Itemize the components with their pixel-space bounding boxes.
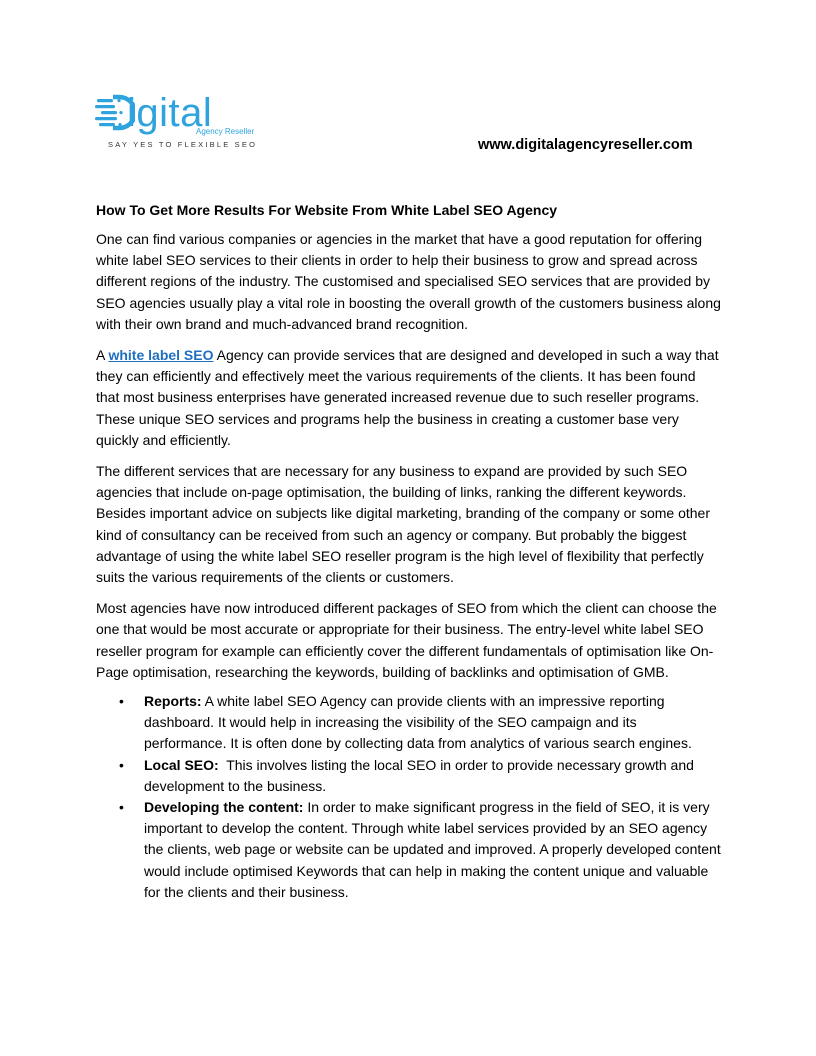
paragraph-2: [96, 345, 722, 451]
bullet-list: [96, 691, 722, 903]
paragraph-3: The different services that are necessary for any business to expand are provided by such SEO agencies that include on-page optimisation, the building of links, ranking the different keywords. Besides important advice on subjects like digital marketing, branding of the company or some other kind of consultancy can be received from such an agency or company. But probably the biggest advantage of using the white label SEO reseller program is the high level of flexibility that perfectly suits the various requirements of the clients or customers.: [96, 463, 710, 586]
list-item: [119, 797, 722, 903]
list-item: [119, 691, 722, 755]
list-item: [119, 755, 722, 797]
paragraph-2-prefix: A: [96, 347, 109, 364]
paragraph-4: Most agencies have now introduced different packages of SEO from which the client can choose the one that would be most accurate or appropriate for their business. The entry-level white label SEO reseller program for example can efficiently cover the different fundamentals of optimisation like On-Page optimisation, researching the keywords, building of backlinks and optimisation of GMB.: [96, 600, 717, 680]
white-label-seo-link[interactable]: white label SEO: [108, 347, 214, 364]
logo-wordmark: igital: [127, 91, 213, 135]
paragraph-1: One can find various companies or agencies in the market that have a good reputation for offering white label SEO services to their clients in order to help their business to grow and spread across different regions of the industry. The customised and specialised SEO services that are provided by SEO agencies usually play a vital role in boosting the overall growth of the customers business along with their own brand and much-advanced brand recognition.: [96, 231, 721, 332]
bullet-text: A white label SEO Agency can provide clients with an impressive reporting dashboard. It would help in increasing the visibility of the SEO campaign and its performance. It is often done by collecting data from analytics of various search engines.: [144, 693, 692, 752]
article-body: [96, 201, 722, 903]
bullet-label: Local SEO:: [144, 756, 219, 773]
article-title: How To Get More Results For Website From White Label SEO Agency: [96, 202, 558, 218]
bullet-icon: •: [119, 799, 124, 816]
bullet-text: In order to make significant progress in the field of SEO, it is very important to develop the content. Through white label services provided by an SEO agency the clients, web page or website can be updated and improved. A properly developed content would include optimised Keywords that can help in making the content unique and valuable for the clients and their business.: [144, 799, 721, 900]
logo-subtitle: Agency Reseller: [196, 127, 255, 136]
logo-tagline: SAY YES TO FLEXIBLE SEO: [108, 140, 258, 149]
website-url: www.digitalagencyreseller.com: [478, 137, 693, 153]
paragraph-2-text: Agency can provide services that are designed and developed in such a way that they can efficiently and effectively meet the various requirements of the clients. It has been found that most business enterprises have generated increased revenue due to such reseller programs. These unique SEO services and programs help the business in creating a customer base very quickly and efficiently.: [96, 347, 719, 448]
bullet-icon: •: [119, 756, 124, 773]
bullet-icon: •: [119, 693, 124, 710]
bullet-label: Developing the content:: [144, 799, 304, 816]
brand-logo: [95, 91, 258, 153]
bullet-text: This involves listing the local SEO in order to provide necessary growth and development to the business.: [144, 756, 698, 794]
bullet-label: Reports:: [144, 693, 202, 710]
